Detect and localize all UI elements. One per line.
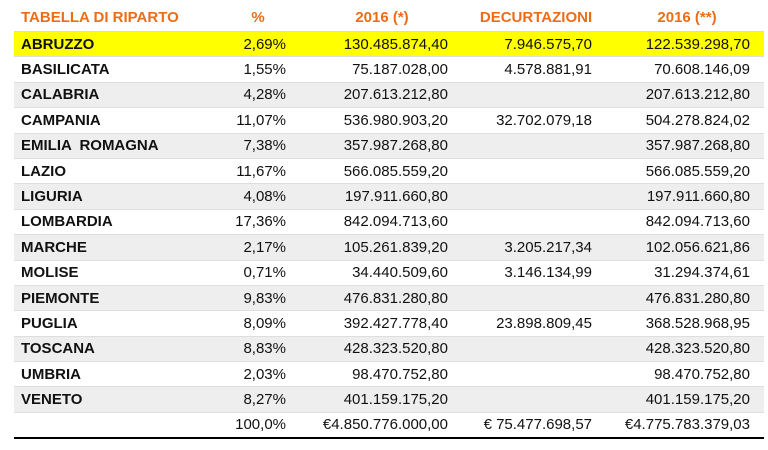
- header-region: TABELLA DI RIPARTO: [14, 4, 214, 32]
- cell-decurtazioni: [462, 362, 610, 387]
- cell-decurtazioni: [462, 82, 610, 107]
- cell-decurtazioni: [462, 285, 610, 310]
- cell-region: BASILICATA: [14, 57, 214, 82]
- cell-2016: 197.911.660,80: [302, 184, 462, 209]
- table-row: [14, 336, 764, 361]
- table-row: [14, 158, 764, 183]
- cell-2016: 392.427.778,40: [302, 311, 462, 336]
- cell-2016: 401.159.175,20: [302, 387, 462, 412]
- cell-2016-final: 197.911.660,80: [610, 184, 764, 209]
- cell-2016: 476.831.280,80: [302, 285, 462, 310]
- totals-decurtazioni: € 75.477.698,57: [462, 412, 610, 438]
- cell-2016: 536.980.903,20: [302, 108, 462, 133]
- cell-decurtazioni: [462, 209, 610, 234]
- cell-percent: 8,09%: [214, 311, 302, 336]
- table-row: [14, 57, 764, 82]
- totals-label: [14, 412, 214, 438]
- cell-percent: 0,71%: [214, 260, 302, 285]
- cell-2016: 566.085.559,20: [302, 158, 462, 183]
- cell-percent: 2,03%: [214, 362, 302, 387]
- header-2016: 2016 (*): [302, 4, 462, 32]
- cell-region: MARCHE: [14, 235, 214, 260]
- cell-region: MOLISE: [14, 260, 214, 285]
- cell-region: LOMBARDIA: [14, 209, 214, 234]
- cell-percent: 8,83%: [214, 336, 302, 361]
- cell-2016: 75.187.028,00: [302, 57, 462, 82]
- cell-decurtazioni: [462, 184, 610, 209]
- table-row: [14, 260, 764, 285]
- cell-2016-final: 504.278.824,02: [610, 108, 764, 133]
- cell-decurtazioni: 7.946.575,70: [462, 32, 610, 57]
- cell-region: TOSCANA: [14, 336, 214, 361]
- table-row: [14, 82, 764, 107]
- cell-percent: 1,55%: [214, 57, 302, 82]
- table-row: [14, 184, 764, 209]
- cell-2016-final: 842.094.713,60: [610, 209, 764, 234]
- cell-decurtazioni: 3.205.217,34: [462, 235, 610, 260]
- cell-percent: 7,38%: [214, 133, 302, 158]
- header-2016-final: 2016 (**): [610, 4, 764, 32]
- cell-2016: 130.485.874,40: [302, 32, 462, 57]
- cell-percent: 11,07%: [214, 108, 302, 133]
- cell-2016-final: 401.159.175,20: [610, 387, 764, 412]
- cell-2016-final: 476.831.280,80: [610, 285, 764, 310]
- cell-region: ABRUZZO: [14, 32, 214, 57]
- table-row: [14, 311, 764, 336]
- cell-2016: 207.613.212,80: [302, 82, 462, 107]
- totals-2016-final: €4.775.783.379,03: [610, 412, 764, 438]
- totals-percent: 100,0%: [214, 412, 302, 438]
- totals-row: [14, 412, 764, 438]
- cell-region: LAZIO: [14, 158, 214, 183]
- cell-region: VENETO: [14, 387, 214, 412]
- table-row: [14, 362, 764, 387]
- cell-percent: 2,17%: [214, 235, 302, 260]
- cell-region: CALABRIA: [14, 82, 214, 107]
- table-row: [14, 209, 764, 234]
- cell-2016-final: 98.470.752,80: [610, 362, 764, 387]
- cell-2016-final: 357.987.268,80: [610, 133, 764, 158]
- cell-decurtazioni: [462, 336, 610, 361]
- table-body: [14, 32, 764, 413]
- cell-2016: 428.323.520,80: [302, 336, 462, 361]
- cell-percent: 2,69%: [214, 32, 302, 57]
- cell-2016-final: 428.323.520,80: [610, 336, 764, 361]
- cell-region: EMILIA ROMAGNA: [14, 133, 214, 158]
- cell-region: PIEMONTE: [14, 285, 214, 310]
- header-decurtazioni: DECURTAZIONI: [462, 4, 610, 32]
- cell-decurtazioni: [462, 133, 610, 158]
- cell-percent: 11,67%: [214, 158, 302, 183]
- cell-2016-final: 207.613.212,80: [610, 82, 764, 107]
- cell-decurtazioni: [462, 158, 610, 183]
- cell-2016-final: 566.085.559,20: [610, 158, 764, 183]
- cell-2016-final: 368.528.968,95: [610, 311, 764, 336]
- cell-2016: 34.440.509,60: [302, 260, 462, 285]
- cell-2016: 105.261.839,20: [302, 235, 462, 260]
- cell-region: PUGLIA: [14, 311, 214, 336]
- table-header-row: [14, 4, 764, 32]
- cell-2016-final: 70.608.146,09: [610, 57, 764, 82]
- header-percent: %: [214, 4, 302, 32]
- table-row: [14, 235, 764, 260]
- cell-percent: 4,28%: [214, 82, 302, 107]
- table-row: [14, 108, 764, 133]
- table-row: [14, 133, 764, 158]
- cell-percent: 17,36%: [214, 209, 302, 234]
- cell-decurtazioni: 23.898.809,45: [462, 311, 610, 336]
- cell-2016: 842.094.713,60: [302, 209, 462, 234]
- cell-2016-final: 122.539.298,70: [610, 32, 764, 57]
- table-row: [14, 32, 764, 57]
- cell-region: LIGURIA: [14, 184, 214, 209]
- cell-region: UMBRIA: [14, 362, 214, 387]
- table-row: [14, 387, 764, 412]
- cell-decurtazioni: [462, 387, 610, 412]
- cell-region: CAMPANIA: [14, 108, 214, 133]
- cell-decurtazioni: 32.702.079,18: [462, 108, 610, 133]
- cell-2016: 98.470.752,80: [302, 362, 462, 387]
- cell-percent: 8,27%: [214, 387, 302, 412]
- cell-decurtazioni: 4.578.881,91: [462, 57, 610, 82]
- cell-percent: 9,83%: [214, 285, 302, 310]
- cell-2016-final: 31.294.374,61: [610, 260, 764, 285]
- cell-2016: 357.987.268,80: [302, 133, 462, 158]
- table-row: [14, 285, 764, 310]
- cell-decurtazioni: 3.146.134,99: [462, 260, 610, 285]
- cell-percent: 4,08%: [214, 184, 302, 209]
- riparto-table: [14, 4, 764, 439]
- cell-2016-final: 102.056.621,86: [610, 235, 764, 260]
- totals-2016: €4.850.776.000,00: [302, 412, 462, 438]
